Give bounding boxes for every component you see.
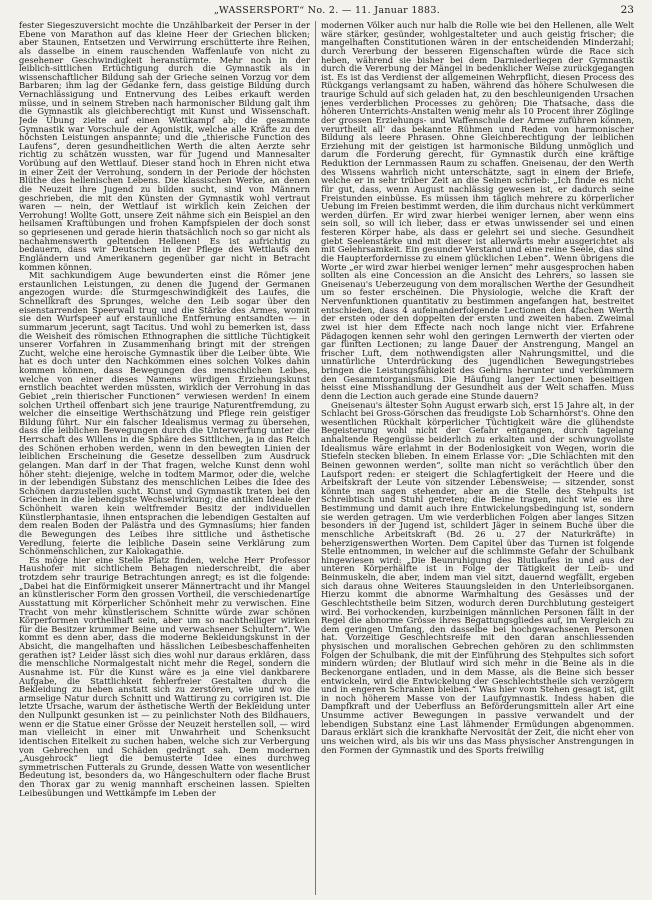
running-title: „WASSERSPORT“ No. 2. — 11. Januar 1883.	[213, 5, 441, 16]
paragraph: Mit sachkundigem Auge bewunderten einst die Römer jene erstaunlichen Leistungen, zu denen die Jugend der Germanen angezogen wurde: die Sturmgeschwindigkeit des Laufes, die Schnellkraft des Sprunges, welche den Leib sogar über den eisenstarrenden Speerwall trug und die Stärke des Armes, womit sie den Wurfspeer auf erstaunliche Entfernung entsandten — in summarum jecerunt, sagt Tacitus. Und wohl zu bemerken ist, dass die Weisheit des römischen Ethnographen die sittliche Tüchtigkeit unserer Vorfahren in Zusammenhang bringt mit der strengen Zucht, welche eine heroische Gymnastik über die Leiber übte. Wie hat es doch unter den Nachkommen eines solchen Volkes dahin kommen können, dass Bewegungen des menschlichen Leibes, welche von einer dieses Namens würdigen Erziehungskunst ernstlich beachtet werden müssten, wirklich der Verrohung in das Gebiet „rein thierischer Functionen“ verwiesen werden! In einem solchen Urtheil offenbart sich jene traurige Naturentfremdung, zu welcher die einseitige Werthschätzung und Pflege rein geistiger Bildung führt. Nur ein falscher Idealismus vermag zu übersehen, dass die leiblichen Bewegungen durch die Unterwerfung unter die Herrschaft des Willens in die Sphäre des Sittlichen, ja in das Reich des Schönen erhoben werden, wenn in den bewegten Linien der leiblichen Erscheinung die Gesetze dessellben zum Ausdruck gelangen. Man darf in der That fragen, welche Kunst denn wohl höher steht: diejenige, welche in todtem Marmor, oder die, welche in der lebendigen Substanz des menschlichen Leibes die Idee des Schönen darzustellen sucht. Kunst und Gymnastik traten bei den Griechen in die lebendigste Wechselwirkung; die antiken Ideale der Schönheit waren kein weltfremder Besitz der individuellen Künstlerphantasie, ihnen entsprachen die lebendigen Gestalten auf dem realen Boden der Palästra und des Gymnasiums; hier fanden die Bewegungen des Leibes ihre sittliche und ästhetische Veredlung, feierte die leibliche Dasein seine Verklärung zum Schönmenschlichen, zur Kalokagathie.	[19, 270, 310, 557]
paragraph: Es möge hier eine Stelle Platz finden, welche Herr Professor Haushofer mit sichtlichem Behagen niederschreibt, die aber trotzdem sehr traurige Betrachtungen anregt; es ist die folgende: „Dabei hat die Einförmigkeit unserer Männertracht und ihr Mangel an künstlerischer Form den grossen Vortheil, die verschiedenartige Ausstattung mit Körperlicher Schönheit mehr zu verwischen. Eine Tracht von mehr künstlerischem Schnitte würde zwar schönen Körperformen vortheilhaft sein, aber um so nachtheiliger wirken für die Besitzer krummer Beine und verwachsener Schultern“. Wie kommt es denn aber, dass die moderne Bekleidungskunst in der Absicht, die mangelhaften und hässlichen Leibesbeschaffenheiten gerathen ist? Leider lässt sich dies wohl nur daraus erklären, dass die menschliche Normalgestalt nicht mehr die Regel, sondern die Ausnahme ist. Für die Kunst wäre es ja eine viel dankbarere Aufgabe, die Stattlichkeit fehlerfreier Gestalten durch die Bekleidung zu heben anstatt sich zu zerstören, wie und wo die armselige Natur durch Schnitt und Wattirung zu corrigiren ist. Die letzte Ursache, warum der ästhetische Werth der Bekleidung unter den Nullpunkt gesunken ist — zu peinlichster Noth des Bildhauers, wenn er die Statue einer Grösse der Neuzeit herstellen soll, — wird man vielleicht in einer mit Unwahrheit und Schenksucht identischen Eitelkeit zu suchen haben, welche sich zur Verbergung von Gebrechen und Schäden gedrängt sah. Dem modernen „Ausgehrock“ liegt die bemusterte Idee eines durchweg symmetrischen Futterals zu Grunde, dessen Watte von wesentlicher Bedeutung ist, besonders da, wo Hängeschultern oder flache Brust den Thorax gar zu wenig mannhaft erscheinen lassen. Spielten Leibesübungen und Wettkämpfe im Leben der	[19, 554, 310, 798]
page-header	[20, 5, 634, 19]
paragraph: Gneisenau's ältester Sohn August erwarb sich, erst 15 Jahre alt, in der Schlacht bei Gross-Görschen das freudigste Lob Scharnhorst's. Ohne den wesentlichen Rückhalt körperlicher Tüchtigkeit wäre die glühendste Begeisterung wohl nicht der Gefahr entgangen, durch tagelang anhaltende Regengüsse beiderlich zu erkalten und der schwungvollste Idealismus wäre erlahmt in der Bodenlosigkeit von Wegen, worin die Stiefeln stecken blieben. In einem Erlasse vor: „Die Schlachten mit den Beinen gewonnen werden“, sollte man nicht so verächtlich über den Laufsport reden: er steigert die Schlagfertigkeit der Heere und die Arbeitskraft der Leute von sitzender Lebensweise; — sitzender, sonst könnte man sagen stehender, aber an die Stelle des Stehpults ist Schreibtisch und Stuhl getreten; die Beine tragen, nicht wie es ihre Bestimmung und damit auch ihre Entwickelungsbedingung ist, sondern sie werden getragen. Um wie verderblichen Folgen aber langes Sitzen besonders in der Jugend ist, schildert Jäger in seinem Buche über die menschliche Arbeitskraft (Bd. 26 u. 27 der Naturkräfte) in beherzigenswerthen Worten. Dem Capitel über das Turnen ist folgende Stelle entnommen, in welcher auf die schlimmste Gefahr der Schulbank hingewiesen wird: „Die Beunruhigung des Blutlaufes in und aus der unteren Körperhälfte ist in Folge der Tätigkeit der Leib- und Beinmuskeln, die aber, indem man viel sitzt, dauernd wegfällt, ergeben sich daraus ohne Weiteres Stauungsleiden in den Unterleibsorganen. Hierzu kommt die abnorme Warmhaltung des Gesässes und der Geschlechtstheile beim Sitzen, wodurch deren Durchblutung gesteigert wird. Bei vorhockenden, kurzbeinigen männlichen Personen fällt in der Regel die abnorme Grösse ihres Begattungsgliedes auf, im Vergleich zu dem geringen Umfang, den dasselbe bei hochgewachsenen Personen hat. Vorzeitige Geschlechtsreife mit den daran anschliessenden physischen und moralischen Gebrechen gehören zu den schlimmsten Folgen der Schulbank, die mit der Einführung des Stehpultes sich sofort mindern würden; der Blutlauf wird sich mehr in die Beine als in die Beckenorgane entladen, und in dem Masse, als die Beine sich besser entwickeln, wird die Entwickelung der Geschlechtstheile sich verzögern und in engeren Schranken bleiben.“ Was hier vom Stehen gesagt ist, gilt in noch höherem Masse von der Laufgymnastik. Indess haben die Dampfkraft und der Ueberfluss an Beförderungsmitteln aller Art eine Unsumme activer Bewegungen in passive verwandelt und der lebendigen Substanz eine Last lähmender Ermüdungen abgenommen. Daraus erklärt sich die krankhafte Nervosität der Zeit, die nicht eher von uns weichen wird, als bis wir uns das Mass physischer Anstrengungen in den Formen der Gymnastik und des Sports freiwillig	[321, 399, 634, 755]
column-divider	[315, 21, 316, 895]
right-column	[321, 21, 634, 895]
paragraph: modernen Völker auch nur halb die Rolle wie bei den Hellenen, alle Welt wäre stärker, gesünder, wohlgestalteter und auch geistig frischer; die mangelhaften Constitutionen wären in der entscheidenden Minderzahl; durch Vererbung der besseren Eigenschaften würde die Race sich heben, während sie bisher bei dem Darniederliegen der Gymnastik durch die Vererbung der Mängel in bedenklicher Weise zurückgegangen ist. Es ist das Verdienst der allgemeinen Wehrpflicht, diesen Process des Rückgangs verlangsamt zu haben, während das höhere Schulwesen die traurige Schuld auf sich geladen hat, zu den beschleunigenden Ursachen jenes verderblichen Processes zu gehören; Die Thatsache, dass die höheren Unterrichts-Anstalten wenig mehr als 10 Procent ihrer Zöglinge der grossen Erziehungs- und Waffenschule der Armee zuführen können, verurtheilt all' das bekannte Rühmen und Reden von harmonischer Bildung als leere Phrasen. Ohne Gleichberechtigung der leiblichen Erziehung mit der geistigen ist harmonische Bildung unmöglich und darum die Forderung gerecht, für Gymnastik durch eine kräftige Reduktion der Lernmassen Raum zu schaffen. Gneisenau, der den Werth des Wissens wahrlich nicht unterschätzte, sagt in einem der Briefe, welche er in sehr trüber Zeit an die Seinen schrieb: „Ich finde es nicht für gut, dass, wenn August nachlässig gewesen ist, er dadurch seine Freistunden einbüsse. Es müssen ihm täglich mehrere zu körperlicher Uebung im Freien bestimmt werden, die ihm durchaus nicht verkümmert werden dürfen. Er wird zwar hierbei weniger lernen, aber wenn eins sein soll, so will ich lieber, dass er etwas unwissender sei und einen festeren Körper habe, als dass er gelehrt sei und siechе. Gesundheit giebt Seelenstärke und mit dieser ist allerwärts mehr ausgerichtet als mit Gelehrsamkeit. Ein gesunder Verstand und eine reine Seele, das sind die Haupterfordernisse zu einem glücklichen Leben“. Wenn übrigens die Worte „er wird zwar hierbei weniger lernen“ mehr ausgesprochen haben sollten als eine Concession an die Ansicht des Lehrers, so lassen sie Gneisenau's Ueberzeugung von dem moralischen Werthe der Gesundheit um so fester erscheinen. Die Physiologie, welche die Kraft der Nervenfunktionen quantitativ zu bestimmen angefangen hat, bestreitet entschieden, dass 4 aufeinanderfolgende Lectionen den 4fachen Werth der ersten oder den doppelten der ersten und zweiten haben. Zweimal zwei ist hier dem Effecte nach noch lange nicht vier. Erfahrene Pädagogen kennen sehr wohl den geringen Lernwerth der vierten oder gar fünften Lectionen; zu lange Dauer der Anstrengung, Mangel an frischer Luft, dem nothwendigsten aller Nahrungsmittel, und die unnatürliche Unterdrückung des jugendlichen Bewegungstriebes bringen die Leistungsfähigkeit des Gehirns herunter und verkümmern den Gesammtorganismus. Die Häufung langer Lectionen beseitigen heisst eine Misshandlung der Gesundheit aus der Welt schaffen. Muss denn die Lection auch gerade eine Stunde dauern?	[321, 21, 634, 401]
paragraph: fester Siegeszuversicht mochte die Unzählbarkeit der Perser in der Ebene von Marathon auf das kleine Heer der Griechen blicken; aber Staunen, Entsetzen und Verwirrung erschütterte ihre Reihen, als dasselbe in einem rauschenden Waffenlaufe von nicht zu gesehener Geschwindigkeit heranstürmte. Mehr noch in der leiblich-sittlichen Ertüchtigung durch die Gymnastik als in wissenschaftlicher Bildung sah der Grieche seinen Vorzug vor dem Barbaren; ihm lag der Gedanke fern, dass geistige Bildung durch Vernachlässigung und Entnervung des Leibes erkauft werden müsse, und in seinem Streben nach harmonischer Bildung galt ihm die Gymnastik als gleichberechtigt mit Kunst und Wissenschaft. Jede Übung zielte auf einen Wettkampf ab; die gesammte Gymnastik war Vorschule der Agonistik, welche alle Kräfte zu den höchsten Leistungen anspannte; und die „thierische Function des Laufens“, deren gesundheitlichen Werth die alten Aerzte sehr richtig zu schätzen wussten, war für Jugend und Mannesalter Vorübung auf den Wettlauf. Dieser stand hoch in Ehren nicht etwa in einer Zeit der Verrohung, sondern in der Periode der höchsten Blüthe des hellenischen Lebens. Die klassischen Werke, an denen die Neuzeit ihre Jugend zu bilden sucht, sind von Männern geschrieben, die mit den Künsten der Gymnastik wohl vertraut waren — nein, der Wettlauf ist wirklich kein Zeichen der Verrohung! Wollte Gott, unsere Zeit nähme sich ein Beispiel an den heilsamen Kraftübungen und frohen Kampfspielen der doch sonst so gepriesenen und gerade hierin thatsächlich noch so gar nicht als nachahmenswerth geltenden Hellenen! Es ist aufrichtig zu bedauern, dass wir Deutschen in der Pflege des Wettlaufs den Engländern und Amerikanern gegenüber gar nicht in Betracht kommen können.	[19, 21, 310, 272]
left-column	[19, 21, 310, 895]
page-number: 23	[620, 4, 634, 16]
